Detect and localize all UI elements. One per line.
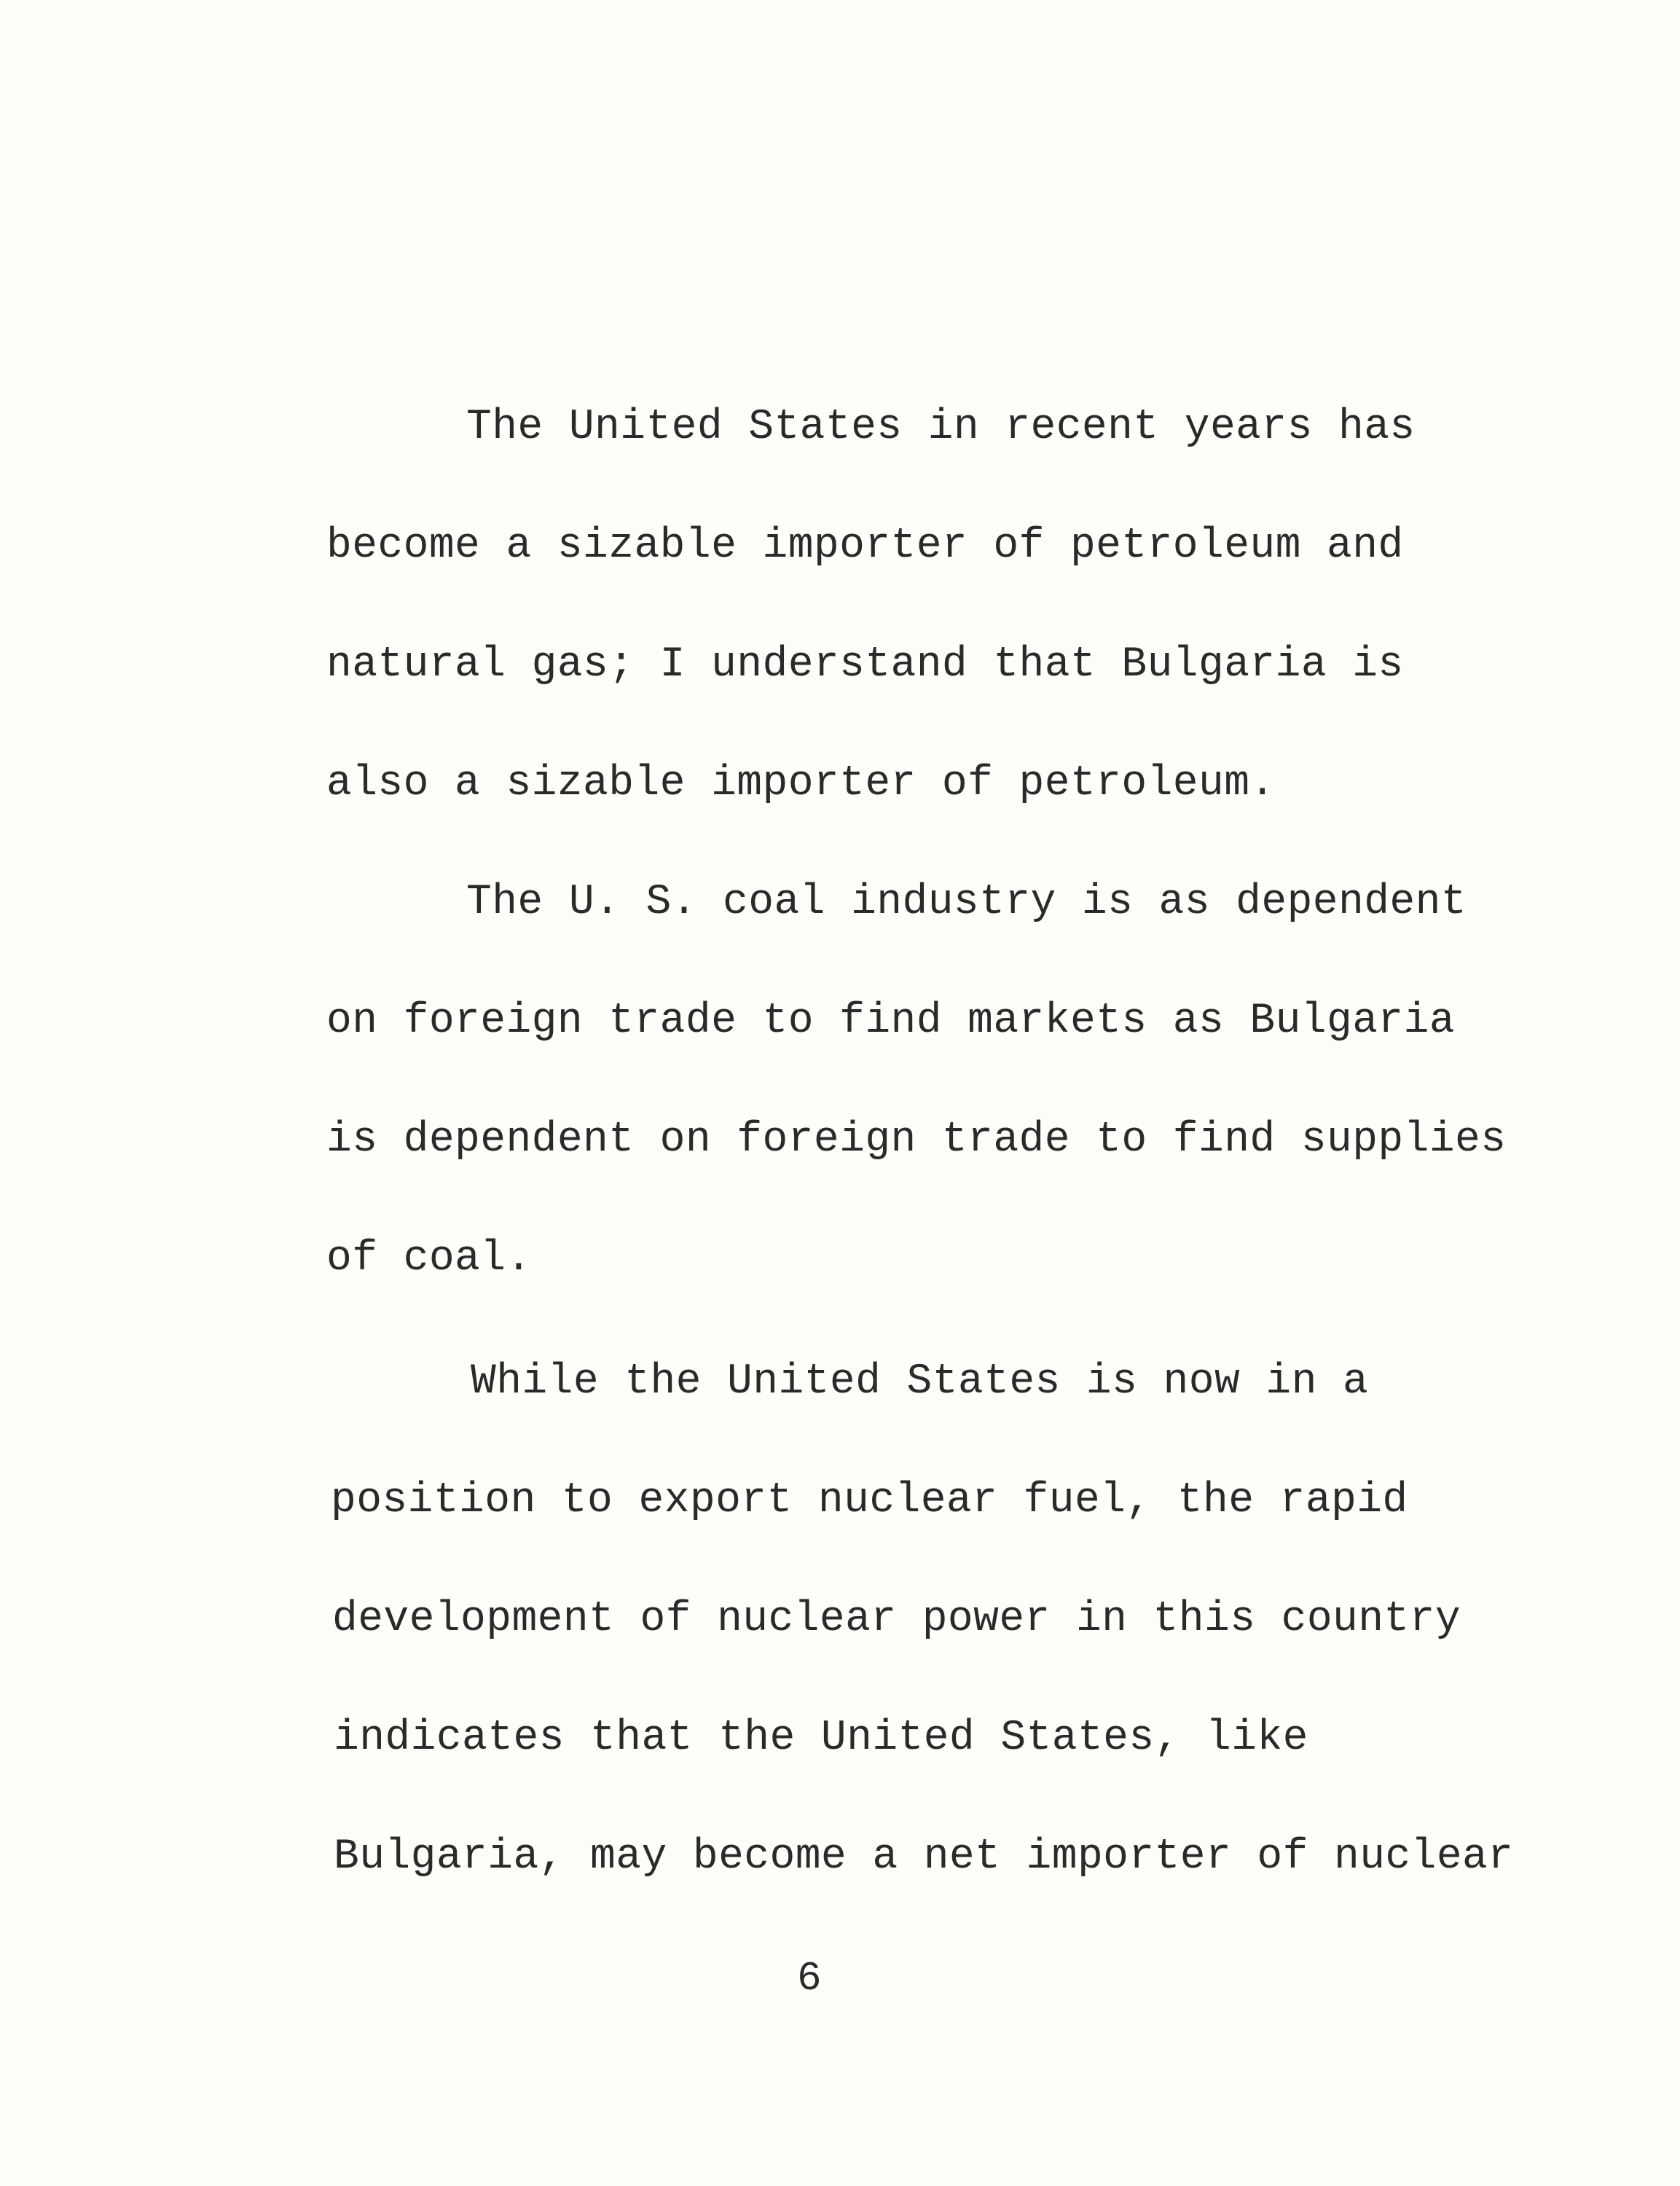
paragraph-3-line-5: Bulgaria, may become a net importer of nuclear xyxy=(334,1833,1514,1881)
paragraph-2-line-4: of coal. xyxy=(326,1235,532,1282)
paragraph-3-line-3: development of nuclear power in this country xyxy=(332,1596,1461,1643)
paragraph-3-line-1: While the United States is now in a xyxy=(471,1358,1369,1406)
page-number: 6 xyxy=(797,1955,822,2002)
paragraph-1-line-1: The United States in recent years has xyxy=(466,404,1416,451)
paragraph-2-line-1: The U. S. coal industry is as dependent xyxy=(466,879,1467,926)
paragraph-2-line-3: is dependent on foreign trade to find supplies xyxy=(326,1116,1507,1164)
paragraph-3-line-2: position to export nuclear fuel, the rapid xyxy=(331,1477,1408,1524)
paragraph-3-line-4: indicates that the United States, like xyxy=(334,1715,1308,1762)
paragraph-1-line-2: become a sizable importer of petroleum and xyxy=(326,522,1404,570)
paragraph-1-line-4: also a sizable importer of petroleum. xyxy=(326,760,1276,807)
paragraph-1-line-3: natural gas; I understand that Bulgaria is xyxy=(326,641,1404,689)
paragraph-2-line-2: on foreign trade to find markets as Bulgaria xyxy=(326,998,1456,1045)
